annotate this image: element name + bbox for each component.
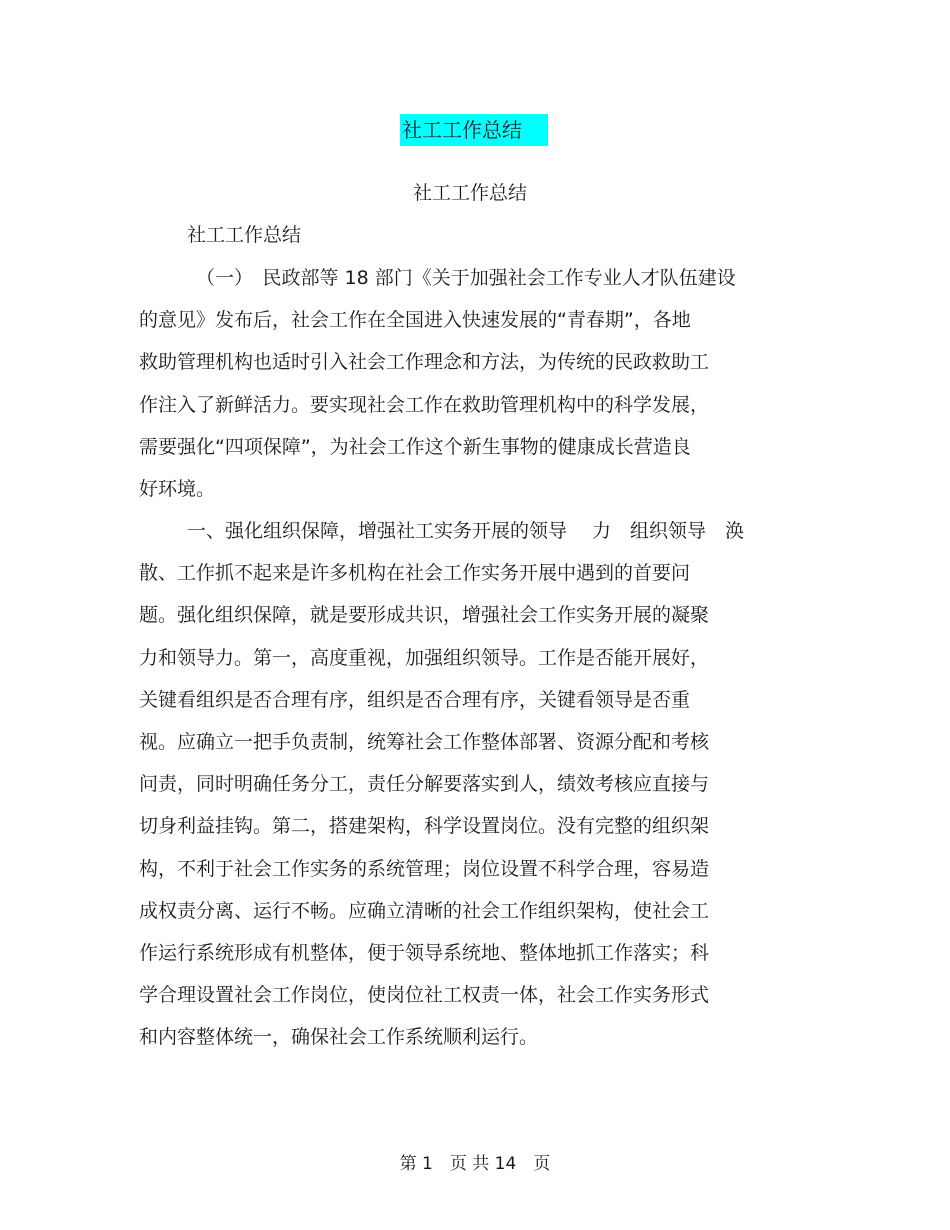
body-line: 好环境。 [139, 478, 216, 500]
body-line: 关键看组织是否合理有序，组织是否合理有序，关键看领导是否重 [139, 689, 691, 711]
document-subtitle: 社工工作总结 [412, 182, 527, 204]
body-line: 视。应确立一把手负责制，统筹社会工作整体部署、资源分配和考核 [139, 731, 710, 753]
body-line: 成权责分离、运行不畅。应确立清晰的社会工作组织架构，使社会工 [139, 900, 710, 922]
body-line: 力和领导力。第一，高度重视，加强组织领导。工作是否能开展好， [139, 647, 710, 669]
body-line: 散、工作抓不起来是许多机构在社会工作实务开展中遇到的首要问 [139, 562, 691, 584]
document-title: 社工工作总结 [400, 114, 548, 146]
page-footer: 第 1 页 共 14 页 [399, 1154, 551, 1174]
body-line: 作注入了新鲜活力。要实现社会工作在救助管理机构中的科学发展， [139, 394, 710, 416]
body-line: 题。强化组织保障，就是要形成共识，增强社会工作实务开展的凝聚 [139, 604, 710, 626]
body-line: 和内容整体统一，确保社会工作系统顺利运行。 [139, 1026, 539, 1048]
section-heading: 社工工作总结 [187, 224, 302, 246]
body-line: （一） 民政部等 18 部门《关于加强社会工作专业人才队伍建设 [196, 267, 736, 289]
body-line: 一、强化组织保障，增强社工实务开展的领导 力 组织领导 涣 [187, 520, 745, 542]
body-line: 的意见》发布后，社会工作在全国进入快速发展的“青春期”，各地 [139, 309, 691, 331]
body-line: 问责，同时明确任务分工，责任分解要落实到人，绩效考核应直接与 [139, 773, 710, 795]
body-line: 切身利益挂钩。第二，搭建架构，科学设置岗位。没有完整的组织架 [139, 815, 710, 837]
body-line: 作运行系统形成有机整体，便于领导系统地、整体地抓工作落实；科 [139, 942, 710, 964]
body-line: 构，不利于社会工作实务的系统管理；岗位设置不科学合理，容易造 [139, 858, 710, 880]
body-line: 需要强化“四项保障”，为社会工作这个新生事物的健康成长营造良 [139, 436, 691, 458]
body-line: 学合理设置社会工作岗位，使岗位社工权责一体，社会工作实务形式 [139, 984, 710, 1006]
body-line: 救助管理机构也适时引入社会工作理念和方法，为传统的民政救助工 [139, 351, 710, 373]
